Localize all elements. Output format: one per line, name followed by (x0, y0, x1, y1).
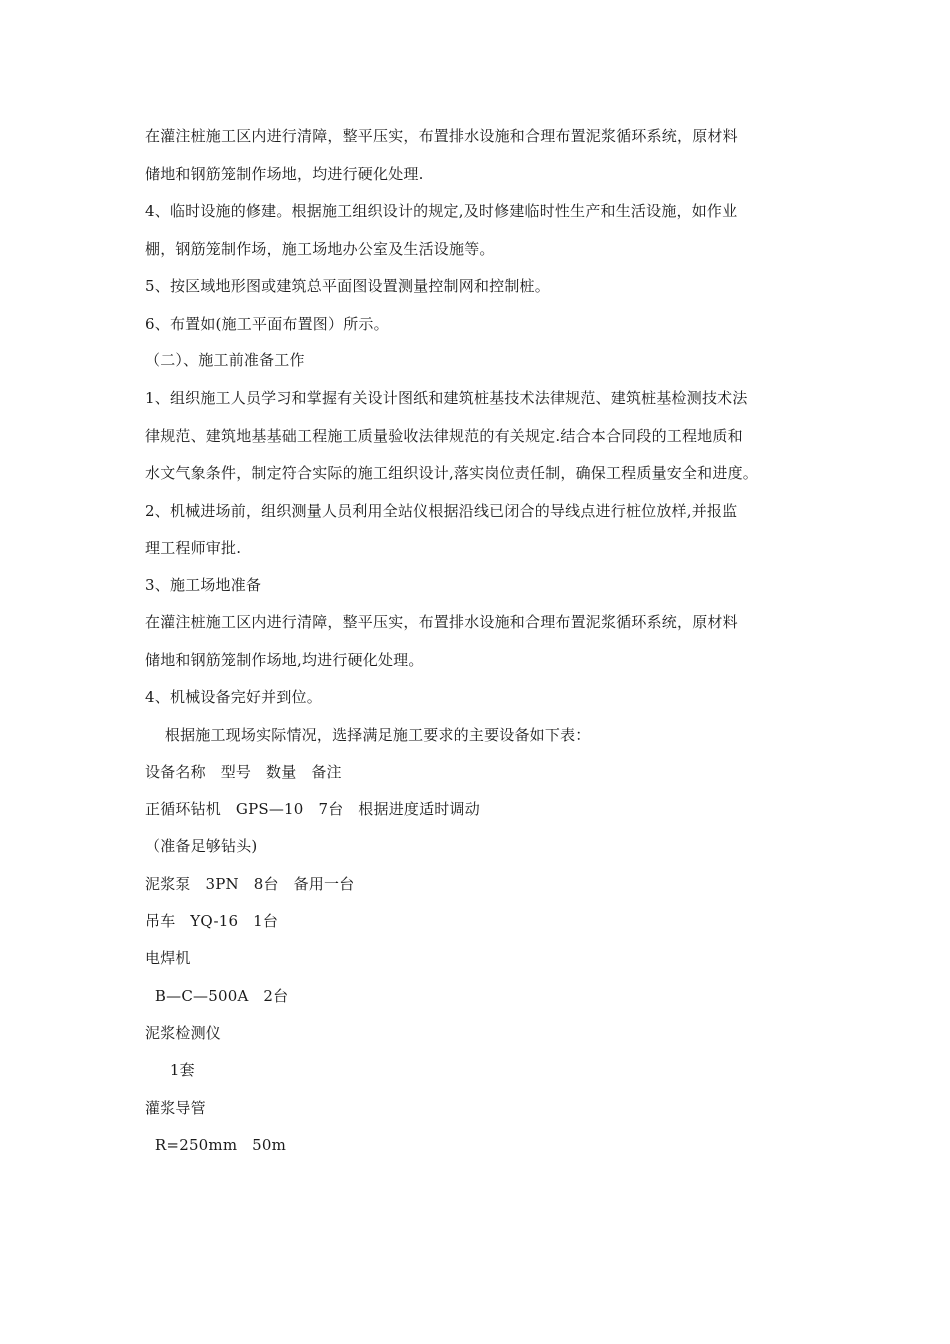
text-line: 在灌注桩施工区内进行清障，整平压实，布置排水设施和合理布置泥浆循环系统，原材料 (145, 127, 738, 145)
text-line: 棚，钢筋笼制作场，施工场地办公室及生活设施等。 (145, 240, 495, 258)
equipment-row: 灌浆导管 (145, 1099, 206, 1117)
equipment-row: R=250mm 50m (145, 1136, 287, 1154)
text-line: 3、施工场地准备 (145, 576, 262, 594)
text-line: 在灌注桩施工区内进行清障，整平压实，布置排水设施和合理布置泥浆循环系统，原材料 (145, 613, 738, 631)
text-line: 4、机械设备完好并到位。 (145, 688, 322, 706)
text-line: 律规范、建筑地基基础工程施工质量验收法律规范的有关规定.结合本合同段的工程地质和 (145, 427, 743, 445)
text-line: 储地和钢筋笼制作场地,均进行硬化处理。 (145, 651, 424, 669)
section-heading: （二）、施工前准备工作 (145, 351, 305, 369)
text-line: 2、机械进场前，组织测量人员利用全站仪根据沿线已闭合的导线点进行桩位放样,并报监 (145, 502, 738, 520)
equipment-row: 泥浆检测仪 (145, 1024, 222, 1042)
equipment-row: 1套 (145, 1061, 195, 1079)
equipment-row: 电焊机 (145, 949, 191, 967)
text-line: 1、组织施工人员学习和掌握有关设计图纸和建筑桩基技术法律规范、建筑桩基检测技术法 (145, 389, 748, 407)
equipment-row: 吊车 YQ-16 1台 (145, 912, 279, 930)
text-line: 5、按区域地形图或建筑总平面图设置测量控制网和控制桩。 (145, 277, 550, 295)
text-line: 水文气象条件，制定符合实际的施工组织设计,落实岗位责任制，确保工程质量安全和进度。 (145, 464, 758, 482)
text-line: 根据施工现场实际情况，选择满足施工要求的主要设备如下表： (145, 726, 591, 744)
equipment-row: （准备足够钻头) (145, 837, 258, 855)
equipment-row: 泥浆泵 3PN 8台 备用一台 (145, 875, 355, 893)
equipment-table-header: 设备名称 型号 数量 备注 (145, 763, 342, 781)
text-line: 6、布置如(施工平面布置图）所示。 (145, 315, 389, 333)
equipment-row: 正循环钻机 GPS—10 7台 根据进度适时调动 (145, 800, 480, 818)
text-line: 4、临时设施的修建。根据施工组织设计的规定,及时修建临时性生产和生活设施，如作业 (145, 202, 738, 220)
text-line: 储地和钢筋笼制作场地，均进行硬化处理. (145, 165, 424, 183)
equipment-row: B—C—500A 2台 (145, 987, 289, 1005)
text-line: 理工程师审批. (145, 539, 242, 557)
